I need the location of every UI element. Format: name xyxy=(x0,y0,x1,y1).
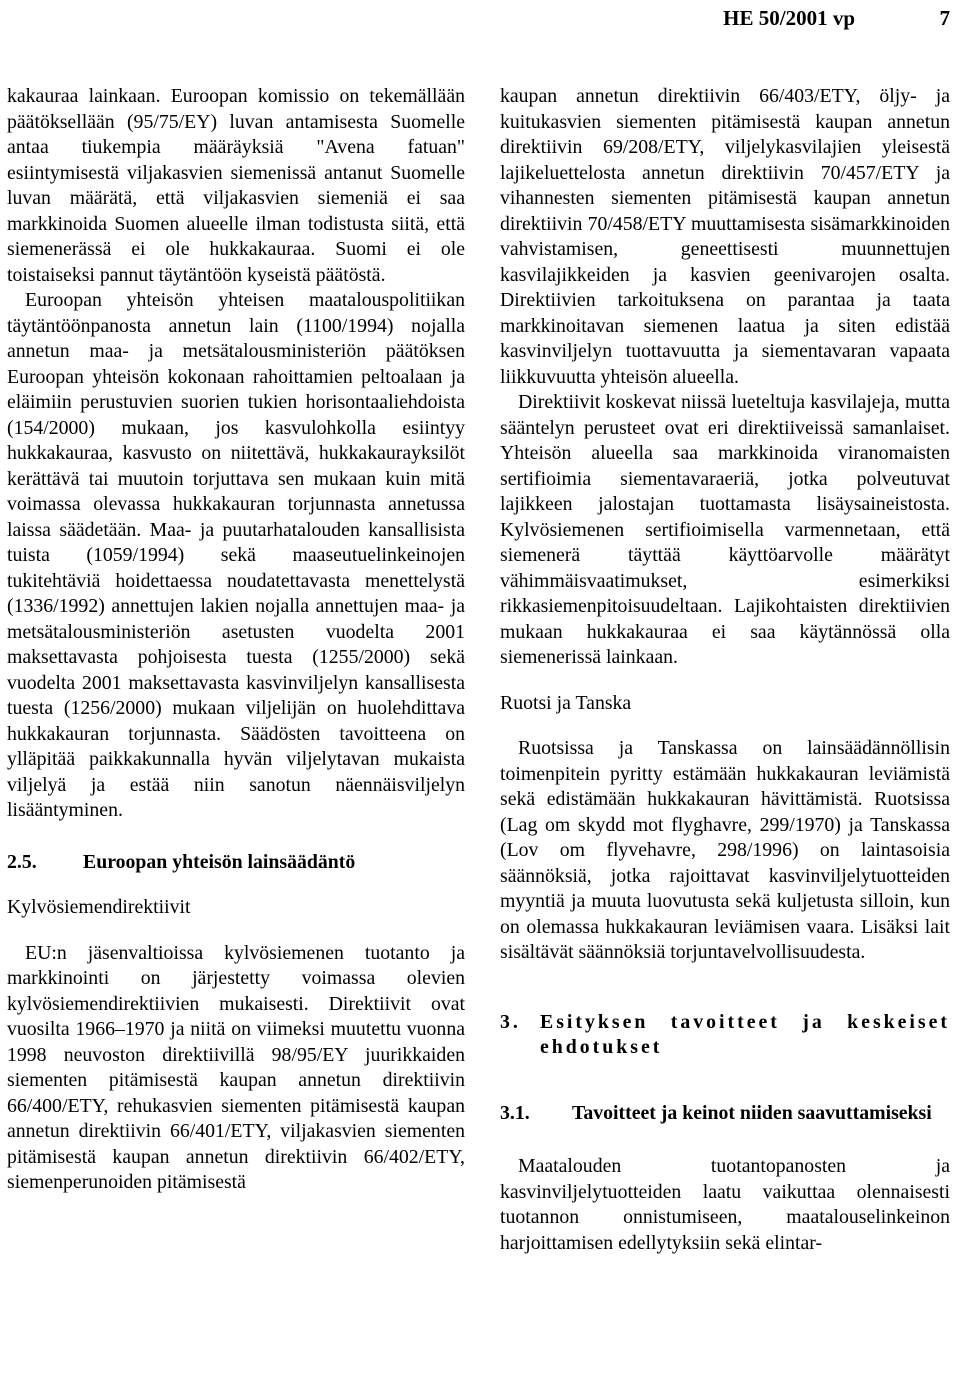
left-column xyxy=(7,84,465,1196)
paragraph: Direktiivit koskevat niissä lueteltuja kasvilajeja, mutta sääntelyn perusteet ovat eri direktiiveissä samanlaiset. Yhteisön alueella saa markkinoida viranomaisten sertifioimia siementavaraeriä, jotka polveutuvat lajikkeen jalostajan tuottamasta lisäysaineistosta. Kylvösiemenen sertifioimisella varmennetaan, että siemenerä täyttää käyttöarvolle määrätyt vähimmäisvaatimukset, esimerkiksi rikkasiemenpitoisuudeltaan. Lajikohtaisten direktiivien mukaan hukkakauraa ei saa käytännössä olla siemenerissä lainkaan. xyxy=(500,391,950,668)
section-number: 3.1. xyxy=(500,1101,530,1124)
section-heading xyxy=(500,1101,950,1127)
subheading: Kylvösiemendirektiivit xyxy=(7,896,191,918)
subheading: Ruotsi ja Tanska xyxy=(500,691,632,714)
section-title: Euroopan yhteisön lainsäädäntö xyxy=(83,850,356,873)
section-heading xyxy=(7,850,465,876)
paragraph: kaupan annetun direktiivin 66/403/ETY, öljy- ja kuitukasvien siementen pitämisestä kaupan annetun direktiivin 69/208/ETY, viljelykasvilajien yleisestä lajikeluettelosta annetun direktiivin 70/457/ETY ja vihannesten siementen pitämisestä kaupan annetun direktiivin 70/458/ETY muuttamisesta sisämarkkinoiden vahvistamisen, geneettisesti muunnettujen kasvilajikkeiden ja kasvien geenivarojen osalta. Direktiivien tarkoituksena on parantaa ja taata markkinoitavan siemenen laatua ja siten edistää kasvinviljelyn tuottavuutta ja siementavaran vapaata liikkuvuutta yhteisön alueella. xyxy=(500,85,950,388)
chapter-number: 3. xyxy=(500,1010,521,1033)
paragraph: Ruotsissa ja Tanskassa on lainsäädännöllisin toimenpitein pyritty estämään hukkakauran leviämistä sekä edistämään hukkakauran hävittämistä. Ruotsissa (Lag om skydd mot flyghavre, 299/1970) ja Tanskassa (Lov om flyvehavre, 298/1996) on laintasoisia säännöksiä, jotka rajoittavat kasvinviljelytuotteiden myyntiä ja muuta luovutusta sekä kuljetusta silloin, kun on olemassa hukkakauran leviämisen vaara. Lisäksi lait sisältävät säännöksiä torjuntavelvollisuudesta. xyxy=(500,737,950,963)
chapter-title: Esityksen tavoitteet ja keskeiset ehdotukset xyxy=(540,1010,950,1058)
chapter-heading xyxy=(500,1010,950,1061)
page-number: 7 xyxy=(939,6,950,30)
paragraph: kakauraa lainkaan. Euroopan komissio on tekemällään päätöksellään (95/75/EY) luvan antamisesta Suomelle antaa tiukempia määräyksiä "Avena fatuan" esiintymisestä viljakasvien siemenissä antanut Suomelle luvan määrätä, että viljakasvien siemeniä ei saa markkinoida Suomen alueelle ilman todistusta siitä, että siemenerässä ei ole hukkakauraa. Suomi ei ole toistaiseksi pannut täytäntöön kyseistä päätöstä. xyxy=(7,85,465,286)
page-header xyxy=(0,0,960,40)
section-number: 2.5. xyxy=(7,850,37,873)
right-column xyxy=(500,84,950,1256)
paragraph: EU:n jäsenvaltioissa kylvösiemenen tuotanto ja markkinointi on järjestetty voimassa olevien kylvösiemendirektiivien mukaisesti. Direktiivit ovat vuosilta 1966–1970 ja niitä on viimeksi muutettu vuonna 1998 neuvoston direktiivillä 98/95/EY juurikkaiden siementen pitämisestä kaupan annetun direktiivin 66/400/ETY, rehukasvien siementen pitämisestä kaupan annetun direktiivin 66/401/ETY, viljakasvien siementen pitämisestä kaupan annetun direktiivin 66/402/ETY, siemenperunoiden pitämisestä xyxy=(7,941,465,1193)
section-title: Tavoitteet ja keinot niiden saavuttamiseksi xyxy=(572,1101,932,1124)
document-id: HE 50/2001 vp xyxy=(723,6,855,30)
paragraph: Euroopan yhteisön yhteisen maatalouspolitiikan täytäntöönpanosta annetun lain (1100/1994) nojalla annetun maa- ja metsätalousministeriön päätöksen Euroopan yhteisön kokonaan rahoittamien peltoalaan ja eläimiin perustuvien suorien tukien horisontaaliehdoista (154/2000) mukaan, jos kasvulohkolla esiintyy hukkakauraa, kasvusto on niitettävä, hukkakaurayksilöt kerättävä tai muutoin torjuttava sen mukaan kuin mitä voimassa olevassa hukkakauran torjunnasta annetussa laissa säädetään. Maa- ja puutarhatalouden kansallisista tuista (1059/1994) sekä maaseutuelinkeinojen tukitehtäviä hoidettaessa noudatettavasta menettelystä (1336/1992) annettujen lakien nojalla annettujen maa- ja metsätalousministeriön asetusten vuodelta 2001 maksettavasta pohjoisesta tuesta (1255/2000) sekä vuodelta 2001 maksettavasta kasvinviljelyn kansallisesta tuesta (1256/2000) mukaan viljelijän on huolehdittava hukkakauran torjunnasta. Säädösten tavoitteena on ylläpitää paikkakunnalla hyvän viljelytavan mukaista viljelyä ja estää niin sanotun näennäisviljelyn lisääntyminen. xyxy=(7,289,465,821)
paragraph: Maatalouden tuotantopanosten ja kasvinviljelytuotteiden laatu vaikuttaa olennaisesti tuotannon onnistumiseen, maatalouselinkeinon harjoittamisen edellytyksiin sekä elintar- xyxy=(500,1155,950,1254)
